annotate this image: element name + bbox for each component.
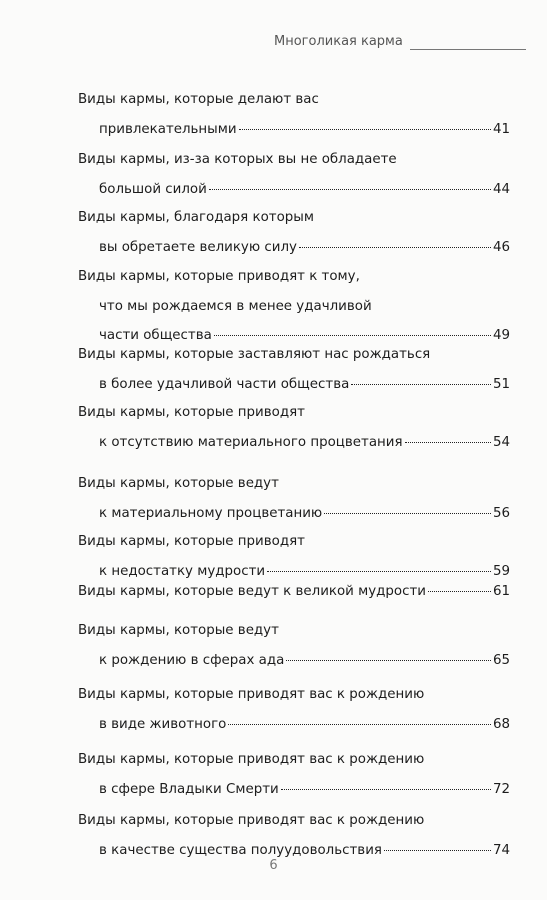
dot-leader xyxy=(209,189,491,190)
page-number: 6 xyxy=(269,858,278,873)
dot-leader xyxy=(239,129,491,130)
toc-page-number: 56 xyxy=(492,506,510,521)
toc-entry[interactable] xyxy=(78,145,510,204)
toc-entry-text: к недостатку мудрости xyxy=(99,564,266,579)
toc-entry-text: Виды кармы, которые приводят вас к рождению xyxy=(78,813,425,828)
toc-page-number: 74 xyxy=(492,843,510,858)
toc-entry-text: что мы рождаемся в менее удачливой xyxy=(99,299,372,314)
toc-entry[interactable] xyxy=(78,85,510,144)
toc-page-number: 65 xyxy=(492,653,510,668)
toc-entry-text: большой силой xyxy=(99,182,207,197)
toc-entry-text: Виды кармы, которые ведут к великой мудрости xyxy=(78,584,426,599)
toc-entry[interactable] xyxy=(78,616,510,675)
toc-entry-text: в качестве существа полуудовольствия xyxy=(99,843,382,858)
toc-entry-text: Виды кармы, которые ведут xyxy=(78,623,279,638)
dot-leader xyxy=(428,591,491,592)
toc-entry-text: Виды кармы, благодаря которым xyxy=(78,210,314,225)
toc-page-number: 51 xyxy=(492,377,510,392)
toc-entry-text: части общества xyxy=(99,328,212,343)
dot-leader xyxy=(299,247,491,248)
toc-page-number: 54 xyxy=(492,435,510,450)
toc-entry[interactable] xyxy=(78,577,510,607)
toc-entry-text: в более удачливой части общества xyxy=(99,377,350,392)
toc-entry-text: к материальному процветанию xyxy=(99,506,323,521)
toc-page-number: 61 xyxy=(492,584,510,599)
toc-entry-text: Виды кармы, которые приводят вас к рождению xyxy=(78,752,425,767)
toc-page-number: 68 xyxy=(492,717,510,732)
running-header-title: Многоликая карма xyxy=(274,34,403,49)
dot-leader xyxy=(286,660,491,661)
dot-leader xyxy=(281,789,491,790)
toc-entry-text: Виды кармы, которые приводят xyxy=(78,534,305,549)
toc-entry-text: Виды кармы, которые ведут xyxy=(78,476,279,491)
dot-leader xyxy=(228,724,491,725)
toc-entry[interactable] xyxy=(78,745,510,804)
toc-page-number: 41 xyxy=(492,122,510,137)
toc-entry-text: Виды кармы, которые приводят xyxy=(78,405,305,420)
toc-entry-text: Виды кармы, которые заставляют нас рождаться xyxy=(78,347,431,362)
toc-entry-text: к отсутствию материального процветания xyxy=(99,435,403,450)
toc-page-number: 72 xyxy=(492,782,510,797)
dot-leader xyxy=(405,442,491,443)
toc-entry-text: в виде животного xyxy=(99,717,227,732)
toc-entry-text: Виды кармы, из-за которых вы не обладаете xyxy=(78,152,397,167)
dot-leader xyxy=(351,384,491,385)
toc-entry[interactable] xyxy=(78,203,510,262)
dot-leader xyxy=(324,513,491,514)
toc-entry-text: вы обретаете великую силу xyxy=(99,240,297,255)
toc-page-number: 46 xyxy=(492,240,510,255)
toc-entry-text: Виды кармы, которые приводят вас к рождению xyxy=(78,687,425,702)
toc-entry[interactable] xyxy=(78,398,510,457)
toc-entry-text: Виды кармы, которые делают вас xyxy=(78,92,319,107)
toc-entry-text: Виды кармы, которые приводят к тому, xyxy=(78,269,360,284)
dot-leader xyxy=(214,335,491,336)
toc-page-number: 59 xyxy=(492,564,510,579)
toc-entry-text: привлекательными xyxy=(99,122,237,137)
dot-leader xyxy=(384,850,491,851)
toc-entry[interactable] xyxy=(78,469,510,528)
toc-entry[interactable] xyxy=(78,262,510,350)
toc-entry[interactable] xyxy=(78,680,510,739)
toc-entry-text: к рождению в сферах ада xyxy=(99,653,285,668)
toc-page-number: 44 xyxy=(492,182,510,197)
dot-leader xyxy=(267,571,491,572)
toc-entry[interactable] xyxy=(78,340,510,399)
toc-entry[interactable] xyxy=(78,806,510,865)
toc-page-number: 49 xyxy=(492,328,510,343)
toc-entry-text: в сфере Владыки Смерти xyxy=(99,782,279,797)
